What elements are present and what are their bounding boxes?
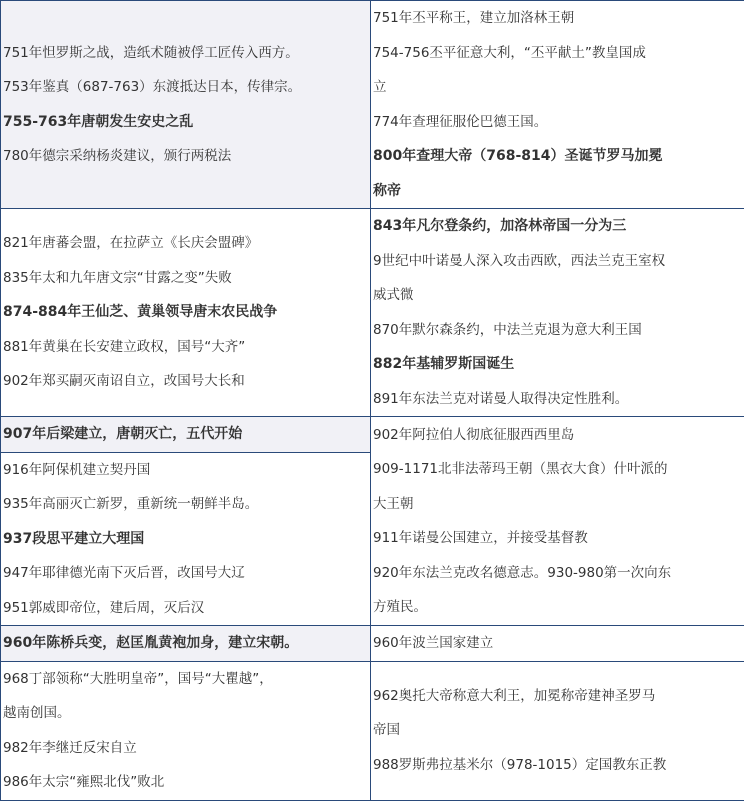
era-header: [1, 417, 370, 453]
event-line-bold: 800年查理大帝（768-814）圣诞节罗马加冕: [373, 139, 742, 174]
world-cell: [371, 1, 744, 209]
event-line: 962奥托大帝称意大利王，加冕称帝建神圣罗马: [373, 679, 742, 714]
event-line: 753年鉴真（687-763）东渡抵达日本，传律宗。: [3, 70, 368, 105]
event-line: 威式微: [373, 278, 742, 313]
event-line: 920年东法兰克改名德意志。930-980第一次向东: [373, 556, 742, 591]
china-cell: [1, 209, 371, 417]
event-line: 935年高丽灭亡新罗，重新统一朝鲜半岛。: [3, 487, 368, 522]
event-line: 947年耶律德光南下灭后晋，改国号大辽: [3, 556, 368, 591]
world-cell: [371, 417, 744, 626]
event-line: 911年诺曼公国建立，并接受基督教: [373, 521, 742, 556]
event-line-bold: 755-763年唐朝发生安史之乱: [3, 105, 368, 140]
event-line: 立: [373, 70, 742, 105]
world-cell: [371, 626, 744, 662]
event-line: 780年德宗采纳杨炎建议，颁行两税法: [3, 139, 368, 174]
china-cell: [1, 1, 371, 209]
event-line: 951郭威即帝位，建后周，灭后汉: [3, 591, 368, 626]
event-line: 986年太宗“雍熙北伐”败北: [3, 765, 368, 800]
event-line: 968丁部领称“大胜明皇帝”，国号“大瞿越”，: [3, 662, 368, 697]
event-line: 751年丕平称王，建立加洛林王朝: [373, 1, 742, 36]
table-row: [1, 1, 744, 209]
event-line-bold: 882年基辅罗斯国诞生: [373, 347, 742, 382]
world-cell: [371, 661, 744, 800]
table-row: [1, 626, 744, 662]
event-line-bold: 907年后梁建立，唐朝灭亡，五代开始: [3, 417, 368, 452]
event-line: 916年阿保机建立契丹国: [3, 453, 368, 488]
event-line-bold: 843年凡尔登条约，加洛林帝国一分为三: [373, 209, 742, 244]
event-line: 988罗斯弗拉基米尔（978-1015）定国教东正教: [373, 748, 742, 783]
table-row: [1, 209, 744, 417]
event-line: 902年阿拉伯人彻底征服西西里岛: [373, 418, 742, 453]
event-line: 大王朝: [373, 487, 742, 522]
event-line: 909-1171北非法蒂玛王朝（黑衣大食）什叶派的: [373, 452, 742, 487]
event-line: 982年李继迁反宋自立: [3, 731, 368, 766]
era-events: [1, 453, 370, 626]
world-cell: [371, 209, 744, 417]
table-row: [1, 417, 744, 626]
event-line: 751年怛罗斯之战，造纸术随被俘工匠传入西方。: [3, 36, 368, 71]
event-line: 方殖民。: [373, 590, 742, 625]
event-line: 9世纪中叶诺曼人深入攻击西欧，西法兰克王室权: [373, 244, 742, 279]
event-line: 835年太和九年唐文宗“甘露之变”失败: [3, 261, 368, 296]
china-cell: [1, 661, 371, 800]
event-line: 帝国: [373, 713, 742, 748]
china-cell: [1, 626, 371, 662]
event-line-bold: 960年陈桥兵变，赵匡胤黄袍加身，建立宋朝。: [3, 626, 368, 661]
event-line: 881年黄巢在长安建立政权，国号“大齐”: [3, 330, 368, 365]
event-line: 越南创国。: [3, 696, 368, 731]
event-line: 902年郑买嗣灭南诏自立，改国号大长和: [3, 364, 368, 399]
event-line-bold: 称帝: [373, 174, 742, 209]
event-line: 774年查理征服伦巴德王国。: [373, 105, 742, 140]
event-line: 821年唐蕃会盟，在拉萨立《长庆会盟碑》: [3, 226, 368, 261]
table-row: [1, 661, 744, 800]
event-line-bold: 874-884年王仙芝、黄巢领导唐末农民战争: [3, 295, 368, 330]
event-line: 870年默尔森条约，中法兰克退为意大利王国: [373, 313, 742, 348]
event-line: 960年波兰国家建立: [373, 626, 742, 661]
event-line-bold: 937段思平建立大理国: [3, 522, 368, 557]
event-line: 754-756丕平征意大利，“丕平献土”教皇国成: [373, 36, 742, 71]
event-line: 891年东法兰克对诺曼人取得决定性胜利。: [373, 382, 742, 417]
china-cell: [1, 417, 371, 626]
